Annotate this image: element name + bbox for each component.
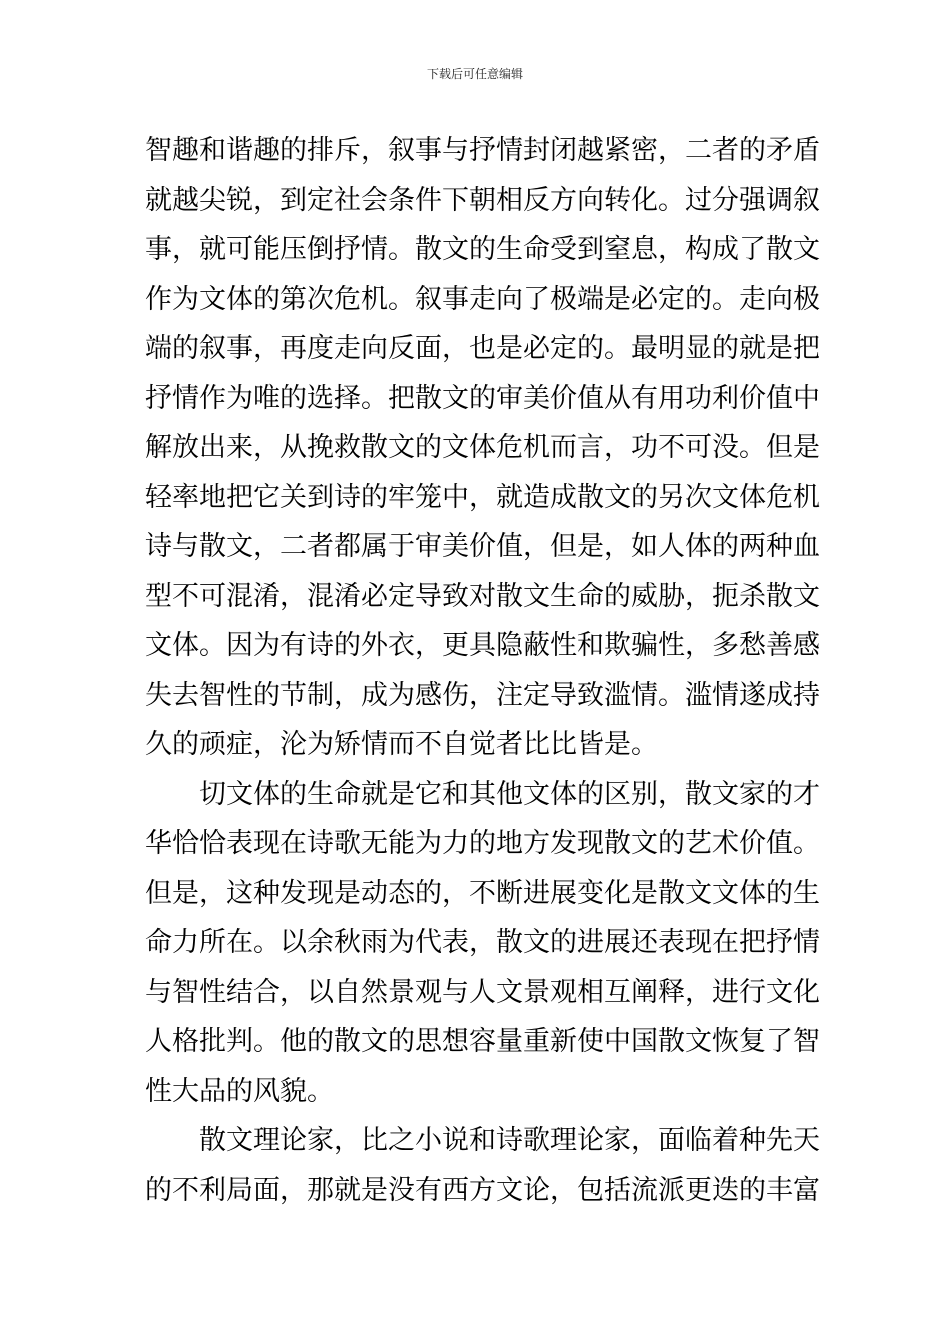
text-line: 但是，这种发现是动态的，不断进展变化是散文文体的生 — [145, 877, 820, 909]
text-line: 就越尖锐，到定社会条件下朝相反方向转化。过分强调叙 — [145, 184, 820, 216]
text-line: 事，就可能压倒抒情。散文的生命受到窒息，构成了散文 — [145, 234, 820, 265]
paragraph-3 — [145, 1116, 820, 1215]
text-line: 的不利局面，那就是没有西方文论，包括流派更迭的丰富 — [145, 1174, 820, 1206]
page-header: 下载后可任意编辑 — [426, 67, 523, 81]
text-line: 性大品的风貌。 — [145, 1075, 334, 1107]
text-line: 命力所在。以余秋雨为代表，散文的进展还表现在把抒情 — [145, 927, 820, 958]
text-line: 解放出来，从挽救散文的文体危机而言，功不可没。但是 — [145, 432, 820, 463]
text-line: 抒情作为唯的选择。把散文的审美价值从有用功利价值中 — [145, 382, 820, 414]
text-line: 久的顽症，沦为矫情而不自觉者比比皆是。 — [145, 729, 658, 760]
text-line: 散文理论家，比之小说和诗歌理论家，面临着种先天 — [199, 1125, 820, 1156]
text-line: 作为文体的第次危机。叙事走向了极端是必定的。走向极 — [145, 283, 820, 315]
text-line: 切文体的生命就是它和其他文体的区别，散文家的才 — [199, 778, 820, 810]
text-line: 型不可混淆，混淆必定导致对散文生命的威胁，扼杀散文 — [145, 580, 820, 612]
text-line: 华恰恰表现在诗歌无能为力的地方发现散文的艺术价值。 — [145, 828, 820, 859]
text-line: 人格批判。他的散文的思想容量重新使中国散文恢复了智 — [145, 1026, 820, 1057]
text-line: 端的叙事，再度走向反面，也是必定的。最明显的就是把 — [145, 333, 820, 364]
body-text — [145, 126, 820, 1215]
text-line: 文体。因为有诗的外衣，更具隐蔽性和欺骗性，多愁善感 — [145, 630, 820, 661]
text-line: 失去智性的节制，成为感伤，注定导致滥情。滥情遂成持 — [145, 679, 820, 711]
paragraph-2 — [145, 770, 820, 1117]
text-line: 智趣和谐趣的排斥，叙事与抒情封闭越紧密，二者的矛盾 — [145, 135, 820, 166]
text-line: 轻率地把它关到诗的牢笼中，就造成散文的另次文体危机 — [145, 481, 820, 513]
text-line: 与智性结合，以自然景观与人文景观相互阐释，进行文化 — [145, 976, 820, 1008]
text-line: 诗与散文，二者都属于审美价值，但是，如人体的两种血 — [145, 531, 820, 562]
paragraph-1 — [145, 126, 820, 770]
